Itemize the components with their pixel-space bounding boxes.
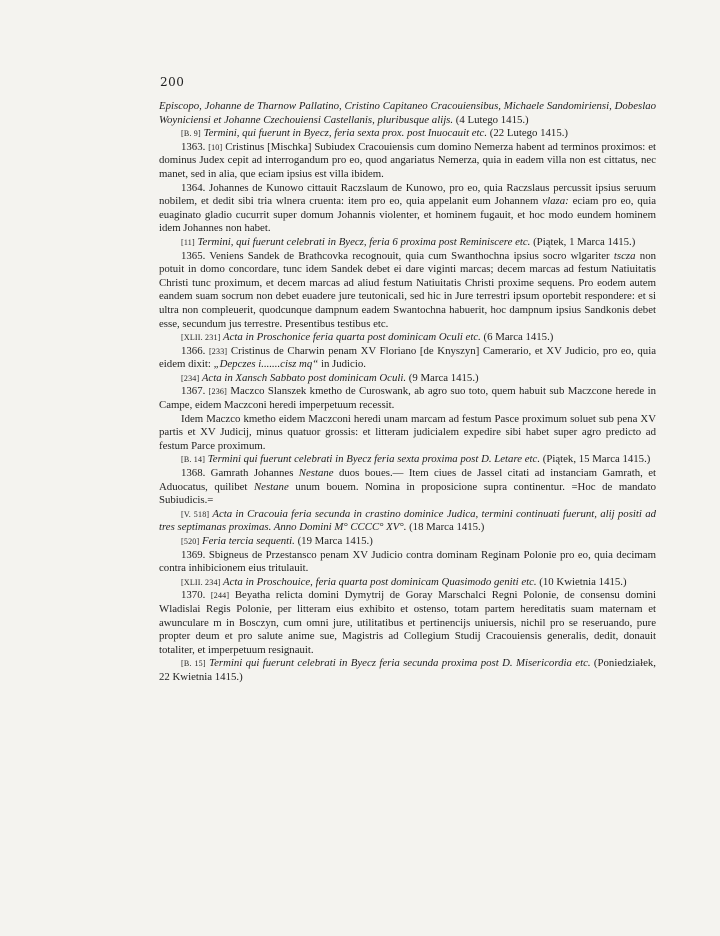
italic-text: Acta in Proschouice, feria quarta post dominicam Quasimodo geniti etc. — [220, 575, 537, 588]
body-text: 1369. Sbigneus de Przestansco penam XV Judicio contra dominam Reginam Polonie pro eo, quia decimam contra inhibicionem eius tritulauit. — [159, 548, 656, 575]
paragraph-idem — [159, 413, 656, 454]
paragraph-1364 — [159, 182, 656, 236]
paragraph-1368 — [159, 467, 656, 508]
paragraph-1370 — [159, 589, 656, 657]
source-reference: [11] — [181, 237, 195, 247]
italic-text: Termini, qui fuerunt celebrati in Byecz, feria 6 proxima post Reminiscere etc. — [194, 235, 531, 248]
body-text: (9 Marca 1415.) — [406, 371, 479, 384]
paragraph-b14 — [159, 453, 656, 467]
italic-text: Nestane — [253, 480, 289, 493]
body-text: in Judicio. — [318, 358, 366, 371]
body-text: 1363. — [181, 140, 209, 153]
paragraph-xlii231 — [159, 331, 656, 345]
body-text: (4 Lutego 1415.) — [453, 113, 529, 126]
paragraph-234 — [159, 372, 656, 386]
paragraph-v518 — [159, 508, 656, 535]
body-text: (10 Kwietnia 1415.) — [536, 575, 627, 588]
paragraph-b15 — [159, 657, 656, 684]
body-text: Idem Maczco kmetho eidem Maczconi heredi unam marcam ad festum Pasce proximum soluet sub pena XV partis et XV Judicij, minus quatuor grossis: et litteram judicialem expedire sibi habet super agro predicto ad festum Parce proximum. — [159, 412, 656, 452]
page-number: 200 — [160, 75, 185, 89]
body-text: (Piątek, 15 Marca 1415.) — [540, 453, 651, 466]
paragraph-1369 — [159, 549, 656, 576]
source-reference: [10] — [208, 142, 223, 152]
body-text: unum bouem. Nomina in proposicione supra continentur. =Hoc de mandato Subiudicis.= — [159, 480, 656, 507]
body-text: (19 Marca 1415.) — [294, 535, 373, 547]
body-text: eciam pro eo, quia euaginato gladio cucurrit super domum Johannis violenter, et hominem fugauit, et hoc modo eundem hominem idem Johannes non habet. — [159, 195, 656, 235]
source-reference: [XLII. 231] — [181, 333, 221, 343]
italic-text: Nestane — [298, 467, 334, 480]
body-text: 1368. Gamrath Johannes — [181, 467, 299, 480]
body-text: Maczco Slanszek kmetho de Curoswank, ab agro suo toto, quem habuit sub Maczcone herede in Campe, eidem Maczconi heredi imperpetuum recessit. — [159, 385, 656, 412]
body-text: 1364. Johannes de Kunowo cittauit Raczslaum de Kunowo, pro eo, quia Raczslaus percussit ipsius seruum nobilem, et dedit sibi tria wlnera cruenta: item pro eo, quia appelanit eum Johannem — [159, 181, 656, 208]
paragraph-1367 — [159, 385, 656, 412]
body-text: 1367. — [181, 385, 209, 398]
source-reference: [236] — [208, 387, 227, 397]
italic-text: Acta in Proschonice feria quarta post dominicam Oculi etc. — [220, 331, 481, 344]
body-text: Cristinus de Charwin penam XV Floriano [de Knyszyn] Camerario, et XV Judicio, pro eo, quia eidem dixit: — [159, 344, 656, 371]
italic-text: „Depczes i.......cisz mq“ — [213, 358, 319, 371]
italic-text: Termini, qui fuerunt in Byecz, feria sexta prox. post Inuocauit etc. — [200, 127, 488, 140]
paragraph-1366 — [159, 345, 656, 372]
body-text: non potuit in domo concordare, tunc idem Sandek debet ei dare viginti marcas; decem marcas ad festum Natiuitatis Christi tunc proximum, et decem marcas ad aliud festum Natiuitatis Christi proxime sequens. Pro eodem autem eandem suam socrum non debet euadere jure teutonicali, sed hic in Jure terrestri ipsum oportebit respondere: et si ultra non compleuerit, quodcunque dampnum eadem Swantochna habuerit, hoc dampnum ipsius Sandkonis debet esse, secundum jus terrestre. Presentibus testibus etc. — [159, 249, 656, 330]
body-text: (6 Marca 1415.) — [480, 331, 554, 344]
italic-text: Acta in Cracouia feria secunda in crastino dominice Judica, termini continuati fuerunt, alij positi ad tres septimanas proximas. Anno Domini M° CCCC° XV°. — [159, 507, 656, 534]
source-reference: [V. 518] — [181, 509, 210, 519]
italic-text: Termini qui fuerunt celebrati in Byecz feria secunda proxima post D. Misericordia etc. — [205, 657, 591, 670]
italic-text: Acta in Xansch Sabbato post dominicam Oculi. — [199, 371, 407, 384]
source-reference: [XLII. 234] — [181, 577, 221, 587]
source-reference: [234] — [181, 373, 200, 383]
italic-text: Feria tercia sequenti. — [199, 535, 295, 547]
italic-text: tscza — [613, 249, 636, 262]
body-text: 1365. Veniens Sandek de Brathcovka recognouit, quia cum Swanthochna ipsius socro wlgariter — [181, 249, 614, 262]
body-text: (18 Marca 1415.) — [406, 521, 485, 534]
body-text: (Piątek, 1 Marca 1415.) — [530, 235, 636, 248]
source-reference: [B. 15] — [181, 659, 206, 669]
body-text: duos boues.— Item ciues de Jassel citati ad instanciam Gamrath, et Aduocatus, quilibet — [159, 467, 657, 493]
body-text: 1366. — [181, 344, 209, 357]
paragraph-episcopo — [159, 100, 656, 127]
body-text: (Poniedziałek, 22 Kwietnia 1415.) — [159, 657, 656, 683]
document-body — [159, 100, 656, 685]
paragraph-1363 — [159, 141, 656, 182]
source-reference: [244] — [210, 591, 230, 601]
source-reference: [B. 9] — [181, 129, 201, 139]
paragraph-11 — [159, 236, 656, 250]
paragraph-xlii234 — [159, 576, 656, 590]
body-text: 1370. — [181, 589, 211, 602]
body-text: Cristinus [Mischka] Subiudex Cracouiensis cum domino Nemerza habent ad terminos proximos: et dominus Judex cepit ad interrogandum pro eo, quod angariatus Nemerza, quia in eadem villa non est cittatus, nec manet, sed in alia, que eciam ipsius est villa ibidem. — [159, 140, 656, 180]
italic-text: Termini qui fuerunt celebrati in Byecz feria sexta proxima post D. Letare etc. — [205, 453, 541, 466]
paragraph-1365 — [159, 250, 656, 332]
source-reference: [520] — [181, 537, 200, 546]
paragraph-b9 — [159, 127, 656, 141]
body-text: (22 Lutego 1415.) — [487, 127, 569, 140]
body-text: Beyatha relicta domini Dymytrij de Goray Marschalci Regni Polonie, de consensu domini Wladislai Regis Polonie, per litteram eius exhibito et ostenso, totam partem hereditatis suam maternam et awunculare m in Bosczyn, cum omni jure, utilitatibus et pertinencijs uniuersis, nichil pro se reseruando, pure propter deum et pro salute anime sue, Magistris ad Collegium Studij Cracouiensis generalis, dedit, donauit totaliter, et imperpetuum resignauit. — [159, 589, 656, 656]
italic-text: Episcopo, Johanne de Tharnow Pallatino, Cristino Capitaneo Cracouiensibus, Michaele Sandomiriensi, Dobeslao Woyniciensi et Johanne Czechouiensi Castellanis, pluribusque alijs. — [159, 100, 656, 126]
paragraph-520 — [159, 535, 656, 549]
source-reference: [B. 14] — [181, 455, 206, 465]
source-reference: [233] — [208, 346, 228, 356]
italic-text: vlaza: — [542, 195, 569, 208]
